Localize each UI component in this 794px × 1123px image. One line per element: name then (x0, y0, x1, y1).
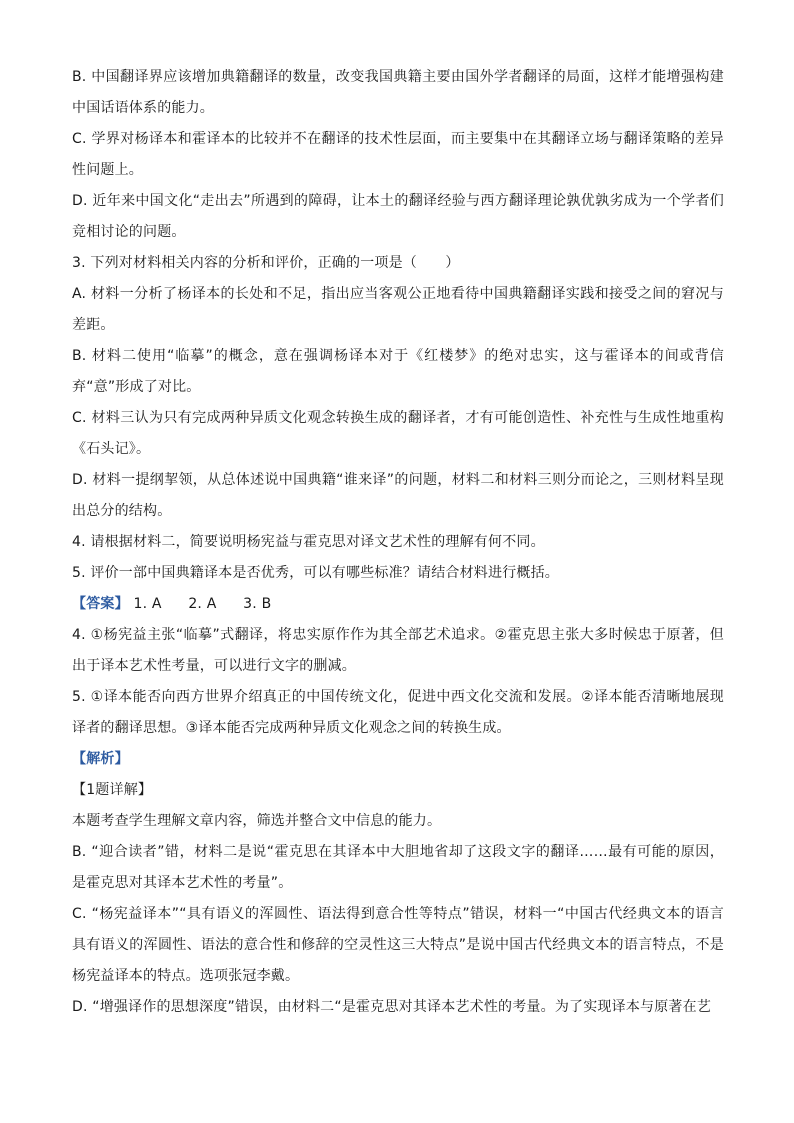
answer-tag: 【答案】 (72, 596, 129, 612)
analysis-tag: 【解析】 (72, 751, 129, 767)
question-3-option-a: A. 材料一分析了杨译本的长处和不足，指出应当客观公正地看待中国典籍翻译实践和接受之间的窘况与差距。 (72, 286, 724, 333)
question-5: 5. 评价一部中国典籍译本是否优秀，可以有哪些标准？请结合材料进行概括。 (72, 565, 560, 581)
detail-paragraph: B. “迎合读者”错，材料二是说“霍克思在其译本中大胆地省却了这段文字的翻译……最有可能的原因，是霍克思对其译本艺术性的考量”。 (72, 844, 724, 891)
question-3-option-d: D. 材料一提纲挈领，从总体述说中国典籍“谁来译”的问题，材料二和材料三则分而论之，三则材料呈现出总分的结构。 (72, 472, 724, 519)
question-3-option-b: B. 材料二使用“临摹”的概念，意在强调杨译本对于《红楼梦》的绝对忠实，这与霍译本的间或背信弃“意”形成了对比。 (72, 348, 724, 395)
detail-paragraph: C. “杨宪益译本”“具有语义的浑圆性、语法得到意合性等特点”错误，材料一“中国古代经典文本的语言具有语义的浑圆性、语法的意合性和修辞的空灵性这三大特点”是说中国古代经典文本的语言特点，不是杨宪益译本的特点。选项张冠李戴。 (72, 906, 724, 984)
answer-4: 4. ①杨宪益主张“临摹”式翻译，将忠实原作作为其全部艺术追求。②霍克思主张大多时候忠于原著，但出于译本艺术性考量，可以进行文字的删减。 (72, 627, 724, 674)
answer-option: 1. A (133, 596, 162, 612)
question-4: 4. 请根据材料二，简要说明杨宪益与霍克思对译文艺术性的理解有何不同。 (72, 534, 545, 550)
question-3-option-c: C. 材料三认为只有完成两种异质文化观念转换生成的翻译者，才有可能创造性、补充性与生成性地重构《石头记》。 (72, 410, 724, 457)
analysis-heading (72, 744, 724, 775)
detail-heading: 【1题详解】 (72, 782, 153, 798)
detail-paragraph: 本题考查学生理解文章内容，筛选并整合文中信息的能力。 (72, 813, 442, 829)
answer-option: 2. A (188, 596, 217, 612)
question-3: 3. 下列对材料相关内容的分析和评价，正确的一项是（ ） (72, 255, 460, 271)
document-page (72, 62, 724, 1023)
answer-option: 3. B (243, 596, 272, 612)
detail-paragraph: D. “增强译作的思想深度”错误，由材料二“是霍克思对其译本艺术性的考量。为了实现译本与原著在艺 (72, 999, 712, 1015)
option-b-paragraph: B. 中国翻译界应该增加典籍翻译的数量，改变我国典籍主要由国外学者翻译的局面，这样才能增强构建中国话语体系的能力。 (72, 69, 724, 116)
answer-line (72, 589, 724, 620)
option-c-paragraph: C. 学界对杨译本和霍译本的比较并不在翻译的技术性层面，而主要集中在其翻译立场与翻译策略的差异性问题上。 (72, 131, 724, 178)
answer-5: 5. ①译本能否向西方世界介绍真正的中国传统文化，促进中西文化交流和发展。②译本能否清晰地展现译者的翻译思想。③译本能否完成两种异质文化观念之间的转换生成。 (72, 689, 724, 736)
option-d-paragraph: D. 近年来中国文化“走出去”所遇到的障碍，让本土的翻译经验与西方翻译理论孰优孰劣成为一个学者们竞相讨论的问题。 (72, 193, 724, 240)
